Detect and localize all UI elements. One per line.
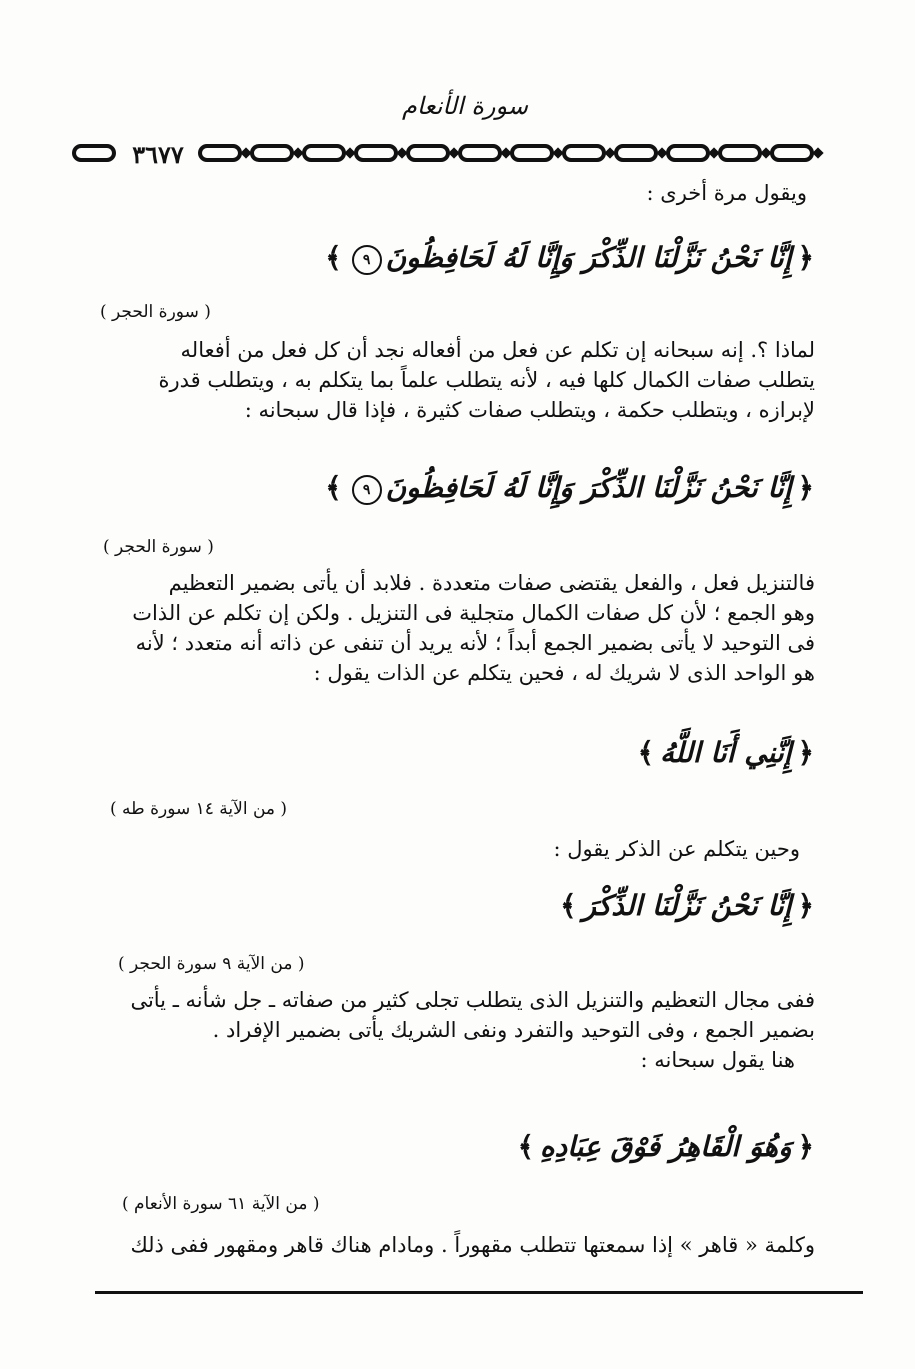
chain-link <box>772 146 812 160</box>
chain-link <box>616 146 656 160</box>
chain-diamond <box>552 147 563 158</box>
surah-title: سورة الأنعام <box>401 92 529 120</box>
chain-link <box>512 146 552 160</box>
chain-link <box>460 146 500 160</box>
chain-diamond <box>448 147 459 158</box>
footer-rule <box>95 1291 863 1294</box>
paragraph-line: هنا يقول سبحانه : <box>640 1048 795 1072</box>
verse-open-bracket: ﴿ <box>797 736 814 769</box>
quran-verse <box>554 886 820 926</box>
quran-verse <box>319 238 820 278</box>
verse-text: إِنَّنِي أَنَا اللَّهُ <box>660 736 792 769</box>
quran-verse <box>512 1127 820 1167</box>
verse-text: وَهُوَ الْقَاهِرُ فَوْقَ عِبَادِهِ <box>539 1130 792 1163</box>
verse-open-bracket: ﴿ <box>797 1130 814 1163</box>
verse-number-badge: ٩ <box>352 475 382 505</box>
paragraph-line: فالتنزيل فعل ، والفعل يقتضى صفات متعددة . فلابد أن يأتى بضمير التعظيم <box>168 571 815 595</box>
paragraph <box>100 985 815 1075</box>
chain-link <box>252 146 292 160</box>
verse-close-bracket: ﴾ <box>637 736 655 769</box>
paragraph <box>118 1230 815 1260</box>
intro-line: وحين يتكلم عن الذكر يقول : <box>553 837 800 861</box>
verse-number-badge: ٩ <box>352 245 382 275</box>
intro-line: ويقول مرة أخرى : <box>646 181 807 205</box>
chain-link <box>356 146 396 160</box>
verse-reference: ( سورة الحجر ) <box>100 302 211 322</box>
paragraph-line: ففى مجال التعظيم والتنزيل الذى يتطلب تجلى كثير من صفاته ـ جل شأنه ـ يأتى <box>130 988 815 1012</box>
paragraph <box>100 568 815 688</box>
quran-verse <box>632 733 820 773</box>
chain-diamond <box>656 147 667 158</box>
chain-diamond <box>604 147 615 158</box>
paragraph-line: فى التوحيد لا يأتى بضمير الجمع أبداً ؛ لأنه يريد أن تنفى عن ذاته أنه متعدد ؛ لأنه <box>135 631 815 655</box>
verse-open-bracket: ﴿ <box>797 241 814 274</box>
verse-close-bracket: ﴾ <box>325 241 342 274</box>
chain-link <box>720 146 760 160</box>
paragraph-line: لماذا ؟. إنه سبحانه إن تكلم عن فعل من أفعاله نجد أن كل فعل من أفعاله <box>180 338 815 362</box>
verse-reference: ( سورة الحجر ) <box>103 537 214 557</box>
chain-diamond <box>500 147 511 158</box>
verse-text: إِنَّا نَحْنُ نَزَّلْنَا الذِّكْرَ وَإِنَّا لَهُ لَحَافِظُونَ <box>385 471 792 504</box>
verse-close-bracket: ﴾ <box>325 471 342 504</box>
verse-open-bracket: ﴿ <box>797 889 814 922</box>
paragraph-line: وكلمة « قاهر » إذا سمعتها تتطلب مقهوراً . ومادام هناك قاهر ومقهور ففى ذلك <box>130 1233 815 1257</box>
quran-verse <box>319 468 820 508</box>
chain-link <box>564 146 604 160</box>
paragraph-line: بضمير الجمع ، وفى التوحيد والتفرد ونفى الشريك يأتى بضمير الإفراد . <box>212 1018 815 1042</box>
paragraph-line: هو الواحد الذى لا شريك له ، فحين يتكلم عن الذات يقول : <box>313 661 815 685</box>
page-number: ٣٦٧٧ <box>132 140 184 169</box>
chain-diamond <box>396 147 407 158</box>
verse-reference: ( من الآية ٦١ سورة الأنعام ) <box>122 1194 320 1214</box>
verse-close-bracket: ﴾ <box>560 889 577 922</box>
chain-link <box>200 146 240 160</box>
chain-link <box>408 146 448 160</box>
paragraph-line: لإبرازه ، ويتطلب حكمة ، ويتطلب صفات كثيرة ، فإذا قال سبحانه : <box>244 398 815 422</box>
chain-link <box>74 146 114 160</box>
chain-diamond <box>344 147 355 158</box>
chain-link <box>668 146 708 160</box>
chain-diamond <box>292 147 303 158</box>
verse-text: إِنَّا نَحْنُ نَزَّلْنَا الذِّكْرَ وَإِنَّا لَهُ لَحَافِظُونَ <box>385 241 792 274</box>
verse-reference: ( من الآية ٩ سورة الحجر ) <box>118 954 305 974</box>
verse-open-bracket: ﴿ <box>797 471 814 504</box>
paragraph-line: وهو الجمع ؛ لأن كل صفات الكمال متجلية فى التنزيل . ولكن إن تكلم عن الذات <box>132 601 815 625</box>
chain-diamond <box>240 147 251 158</box>
paragraph <box>100 335 815 425</box>
verse-text: إِنَّا نَحْنُ نَزَّلْنَا الذِّكْرَ <box>582 889 792 922</box>
verse-close-bracket: ﴾ <box>517 1130 534 1163</box>
verse-reference: ( من الآية ١٤ سورة طه ) <box>110 799 288 819</box>
chain-diamond <box>708 147 719 158</box>
chain-diamond <box>760 147 771 158</box>
chain-diamond <box>812 147 823 158</box>
chain-link <box>304 146 344 160</box>
paragraph-line: يتطلب صفات الكمال كلها فيه ، لأنه يتطلب علماً بما يتكلم به ، ويتطلب قدرة <box>158 368 815 392</box>
